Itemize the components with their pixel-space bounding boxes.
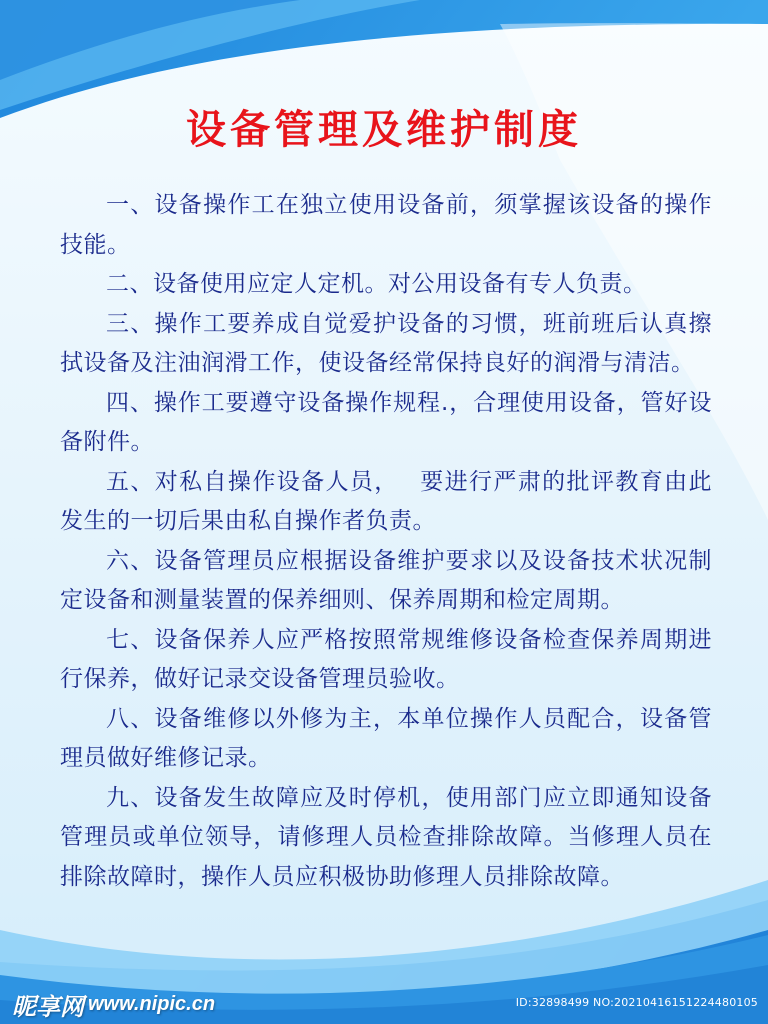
- rule-item-1: 一、设备操作工在独立使用设备前，须掌握该设备的操作技能。: [60, 192, 712, 258]
- logo-url: www.nipic.cn: [88, 992, 216, 1015]
- image-id-label: ID:32898499 NO:20210416151224480105: [515, 996, 758, 1009]
- rule-item-2: 二、设备使用应定人定机。对公用设备有专人负责。: [106, 271, 647, 297]
- logo-text: 昵享网: [12, 992, 84, 1021]
- poster-title: 设备管理及维护制度: [186, 107, 582, 153]
- rules-list: [60, 186, 712, 897]
- rule-item-7: 七、设备保养人应严格按照常规维修设备检查保养周期进行保养，做好记录交设备管理员验收。: [60, 626, 712, 692]
- rule-item-5: 五、对私自操作设备人员， 要进行严肃的批评教育由此发生的一切后果由私自操作者负责。: [60, 468, 712, 534]
- rule-item-3: 三、操作工要养成自觉爱护设备的习惯，班前班后认真擦拭设备及注油润滑工作，使设备经常保持良好的润滑与清洁。: [60, 310, 712, 376]
- rule-item-4: 四、操作工要遵守设备操作规程.，合理使用设备，管好设备附件。: [60, 389, 712, 455]
- rule-item-8: 八、设备维修以外修为主，本单位操作人员配合，设备管理员做好维修记录。: [60, 705, 712, 771]
- rule-item-6: 六、设备管理员应根据设备维护要求以及设备技术状况制定设备和测量装置的保养细则、保养周期和检定周期。: [60, 547, 712, 613]
- rule-item-9: 九、设备发生故障应及时停机，使用部门应立即通知设备管理员或单位领导，请修理人员检查排除故障。当修理人员在排除故障时，操作人员应积极协助修理人员排除故障。: [60, 784, 712, 890]
- watermark-logo: [12, 984, 215, 1024]
